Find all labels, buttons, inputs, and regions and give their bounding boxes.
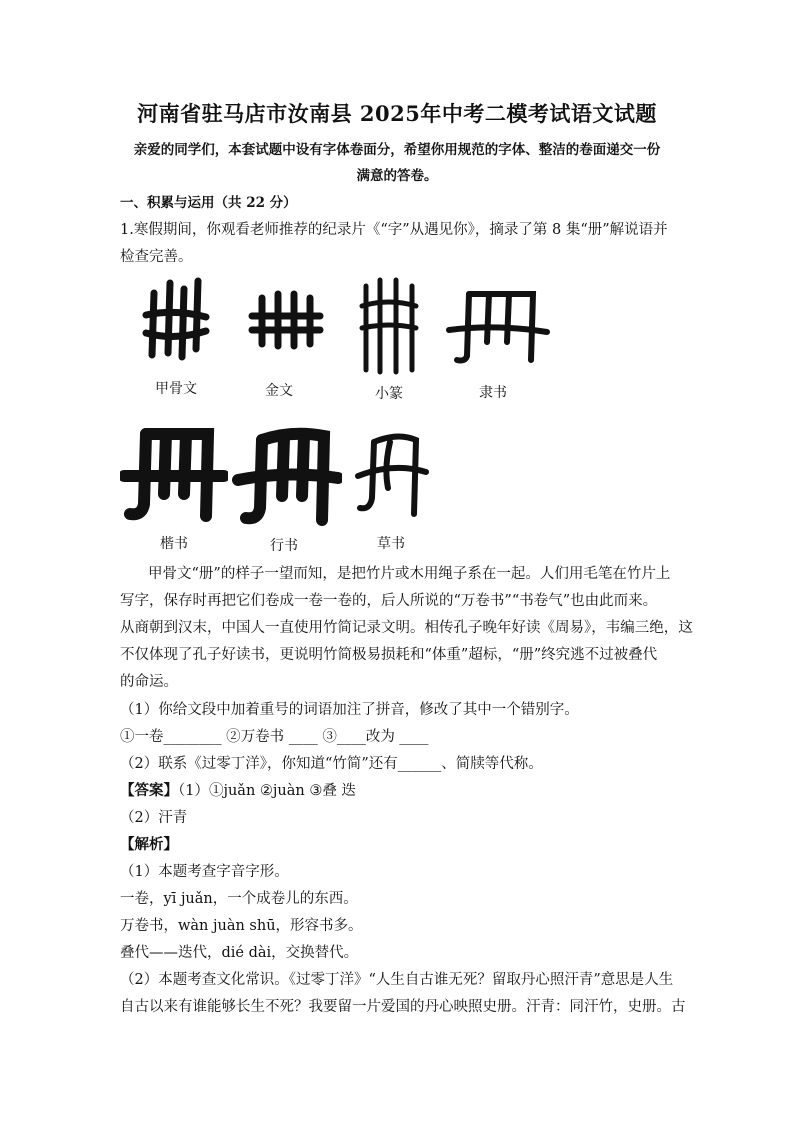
passage-line: 的命运。 — [120, 674, 178, 690]
label-jiagu: 甲骨文 — [155, 381, 197, 397]
intro-line-2: 满意的答卷。 — [356, 168, 438, 184]
answer-label: 【答案】 — [120, 782, 178, 799]
answer-part-2: （2）汗青 — [120, 810, 188, 826]
passage-line: 甲骨文“册”的样子一望而知，是把竹片或木用绳子系在一起。人们用毛笔在竹片上 — [148, 566, 671, 582]
answer-line-1 — [120, 779, 356, 800]
bronze-ce-icon — [248, 290, 324, 350]
passage-line: 不仅体现了孔子好读书，更说明竹简极易损耗和“体重”超标，“册”终究逃不过被叠代 — [120, 647, 658, 663]
running-ce-icon — [232, 420, 342, 530]
label-kaishu: 楷书 — [160, 536, 188, 552]
analysis-line: 自古以来有谁能够长生不死？我要留一片爱国的丹心映照史册。汗青：同汗竹，史册。古 — [120, 999, 686, 1015]
regular-ce-icon — [120, 424, 228, 524]
analysis-line: （2）本题考查文化常识。《过零丁洋》“人生自古谁无死？留取丹心照汗青”意思是人生 — [120, 972, 674, 988]
question-1-line-1: 1.寒假期间，你观看老师推荐的纪录片《“字”从遇见你》，摘录了第 8 集“册”解说语并 — [120, 222, 668, 238]
label-lishu: 隶书 — [479, 385, 507, 401]
analysis-line: 一卷，yī juǎn，一个成卷儿的东西。 — [120, 891, 358, 907]
analysis-label: 【解析】 — [120, 836, 178, 853]
label-jinwen: 金文 — [265, 383, 293, 399]
analysis-line: （1）本题考查字音字形。 — [120, 864, 289, 880]
label-caoshu: 草书 — [377, 536, 405, 552]
passage-line: 写字，保存时再把它们卷成一卷一卷的，后人所说的“万卷书”“书卷气”也由此而来。 — [120, 593, 658, 609]
page-title: 河南省驻马店市汝南县 2025年中考二模考试语文试题 — [137, 101, 657, 126]
answer-part-1: （1）①juǎn ②juàn ③叠 迭 — [178, 783, 356, 799]
oracle-bone-ce-icon — [140, 275, 210, 365]
cursive-ce-icon — [354, 428, 430, 524]
sub-question-1: （1）你给文段中加着重号的词语加注了拼音，修改了其中一个错别字。 — [120, 702, 579, 718]
section-heading: 一、积累与运用（共 22 分） — [120, 195, 297, 211]
sub-question-1-blanks: ①一卷________ ②万卷书 ____ ③____改为 ____ — [120, 729, 429, 745]
analysis-line: 万卷书，wàn juàn shū，形容书多。 — [120, 918, 363, 934]
question-1-line-2: 检查完善。 — [120, 249, 193, 265]
passage-line: 从商朝到汉末，中国人一直使用竹简记录文明。相传孔子晚年好读《周易》，韦编三绝，这 — [120, 620, 693, 636]
intro-line-1: 亲爱的同学们，本套试题中设有字体卷面分，希望你用规范的字体、整洁的卷面递交一份 — [133, 142, 661, 158]
label-xiaozhuan: 小篆 — [375, 386, 403, 402]
analysis-line: 叠代——迭代，dié dài，交换替代。 — [120, 945, 359, 961]
seal-ce-icon — [358, 276, 420, 376]
sub-question-2: （2）联系《过零丁洋》，你知道“竹简”还有______、简牍等代称。 — [120, 756, 543, 772]
clerical-ce-icon — [445, 286, 551, 366]
label-xingshu: 行书 — [270, 538, 298, 554]
